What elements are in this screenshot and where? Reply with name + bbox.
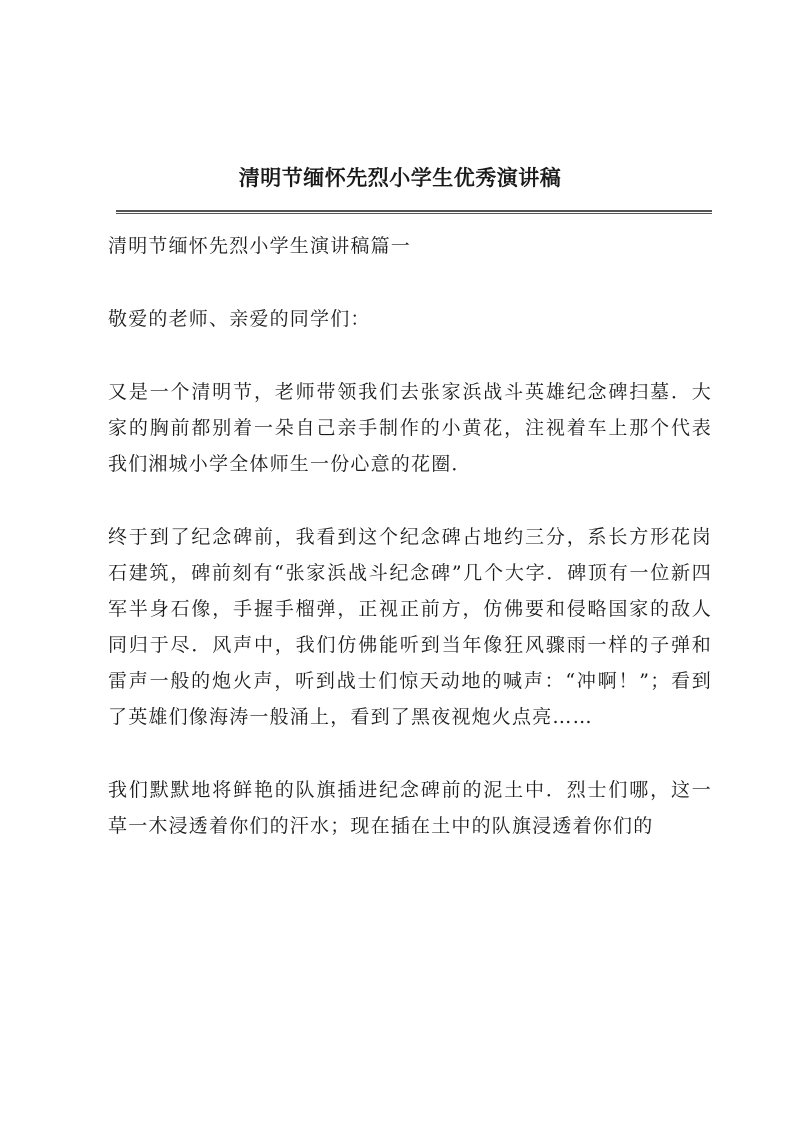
salutation: 敬爱的老师、亲爱的同学们： xyxy=(108,308,371,330)
document-body xyxy=(108,228,712,881)
paragraph: 终于到了纪念碑前，我看到这个纪念碑占地约三分，系长方形花岗石建筑，碑前刻有“张家浜战斗纪念碑”几个大字．碑顶有一位新四军半身石像，手握手榴弹，正视正前方，仿佛要和侵略国家的敌人同归于尽．风声中，我们仿佛能听到当年像狂风骤雨一样的子弹和雷声一般的炮火声，听到战士们惊天动地的喊声：“冲啊！”；看到了英雄们像海涛一般涌上，看到了黑夜视炮火点亮…… xyxy=(108,526,712,728)
title-divider xyxy=(116,210,712,214)
document-title: 清明节缅怀先烈小学生优秀演讲稿 xyxy=(238,165,562,190)
paragraph: 我们默默地将鲜艳的队旗插进纪念碑前的泥土中．烈士们哪，这一草一木浸透着你们的汗水；现在插在土中的队旗浸透着你们的 xyxy=(108,779,712,837)
section-heading: 清明节缅怀先烈小学生演讲稿篇一 xyxy=(108,235,412,257)
paragraph: 又是一个清明节，老师带领我们去张家浜战斗英雄纪念碑扫墓．大家的胸前都别着一朵自己亲手制作的小黄花，注视着车上那个代表我们湘城小学全体师生一份心意的花圈． xyxy=(108,381,712,475)
